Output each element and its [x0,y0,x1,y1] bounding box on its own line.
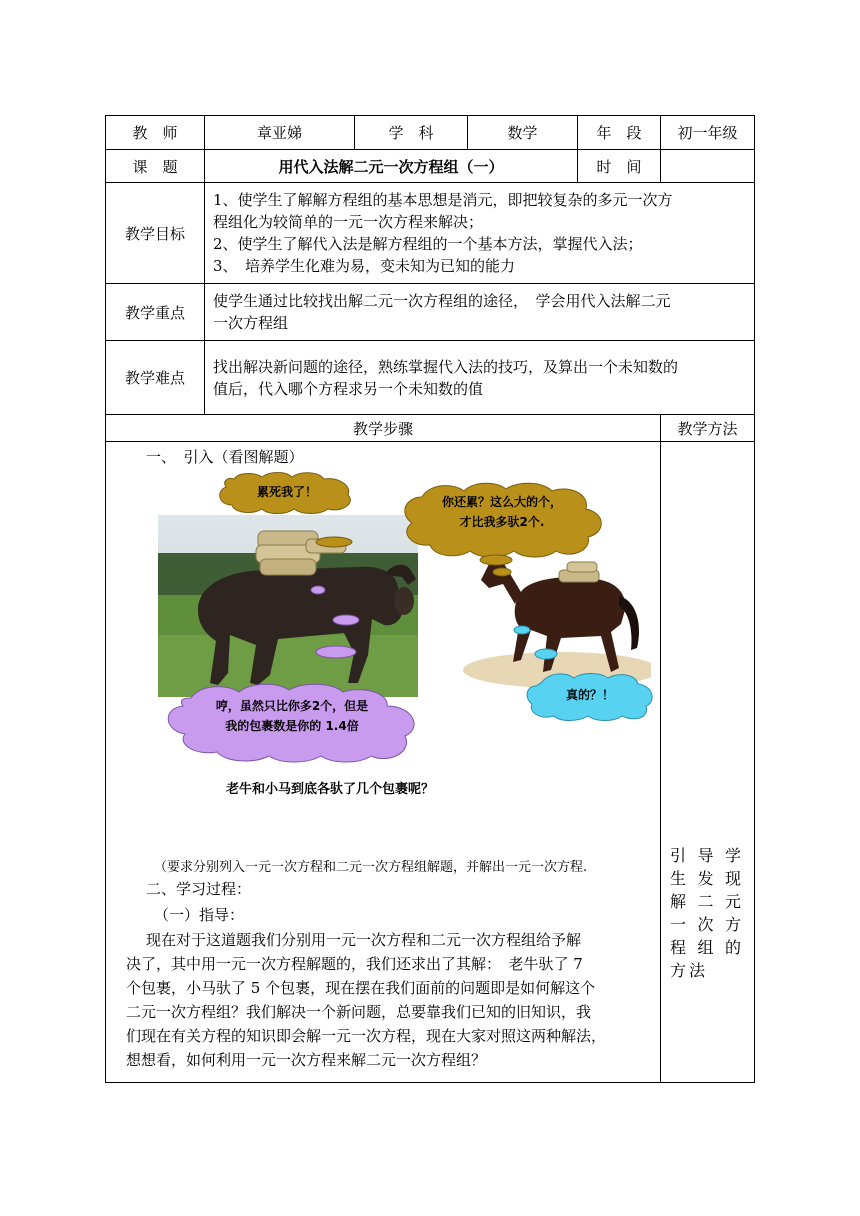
goals-label: 教学目标 [106,183,205,284]
time-value [661,150,755,183]
question-text: 老牛和小马到底各驮了几个包裹呢？ [226,782,435,797]
teacher-name: 章亚娣 [205,116,355,150]
key-points-row [106,284,755,341]
difficulties-line: 找出解决新问题的途径，熟练掌握代入法的技巧，及算出一个未知数的 [213,357,679,376]
grade-value: 初一年级 [661,116,755,150]
difficulties-label: 教学难点 [106,341,205,415]
ox-thought-dot-gold [314,535,354,549]
horse-reply-text: 真的？！ [565,688,614,702]
goals-line: 2、使学生了解代入法是解方程组的一个基本方法，掌握代入法； [213,235,643,253]
time-label: 时 间 [578,150,661,183]
method-text: 引导学生发现解二元一次方程组的方法 [670,846,744,980]
goals-line: 1、使学生了解解方程组的基本思想是消元，即把较复杂的多元一次方 [213,191,673,209]
steps-content [106,442,661,1083]
process-heading: 二、学习过程： [146,880,252,898]
topic-value: 用代入法解二元一次方程组（一） [205,150,578,183]
subject-label: 学 科 [355,116,468,150]
ox-reply-line: 我的包裹数是你的 1.4倍 [225,719,359,733]
requirement-text: （要求分别列入一元一次方程和二元一次方程组解题，并解出一元一次方程. [154,860,588,875]
horse-says-line: 才比我多驮2个. [459,515,545,529]
difficulties-content [205,341,755,415]
guide-paragraph [126,928,656,1072]
key-points-line: 使学生通过比较找出解二元一次方程组的途径， 学会用代入法解二元 [213,292,671,310]
ox-reply-line: 哼，虽然只比你多2个，但是 [215,699,369,713]
intro-heading: 一、 引入（看图解题） [146,448,304,466]
steps-header: 教学步骤 [106,415,661,442]
steps-header-row [106,415,755,442]
topic-label: 课 题 [106,150,205,183]
ox-with-packages-image [158,515,418,697]
grade-label: 年 段 [578,116,661,150]
ox-reply-text [161,696,423,736]
topic-row [106,150,755,183]
horse-reply-thought-dots [508,622,568,662]
ox-reply-thought-dots [306,582,366,662]
key-points-label: 教学重点 [106,284,205,341]
goals-line: 程组化为较简单的一元一次方程来解决； [213,213,484,231]
guide-line: 们现在有关方程的知识即会解一元一次方程，现在大家对照这两种解法， [126,1027,607,1045]
guide-line: 个包裹，小马驮了 5 个包裹，现在摆在我们面前的问题即是如何解这个 [126,979,596,997]
difficulties-row [106,341,755,415]
goals-line: 3、 培养学生化难为易，变未知为已知的能力 [213,257,516,275]
lesson-plan-table [105,115,755,1083]
teacher-label: 教 师 [106,116,205,150]
guide-line: 二元一次方程组？我们解决一个新问题，总要靠我们已知的旧知识，我 [126,1003,592,1021]
subject-value: 数学 [468,116,578,150]
horse-thought-dots [474,554,524,580]
method-content [661,442,755,1083]
method-header: 教学方法 [661,415,755,442]
horse-says-line: 你还累？这么大的个， [441,495,562,509]
guide-line: 想想看，如何利用一元一次方程来解二元一次方程组？ [126,1051,487,1069]
key-points-line: 一次方程组 [213,314,289,332]
ox-tired-text: 累死我了！ [256,485,317,499]
guide-heading: （一）指导： [154,906,245,924]
guide-line: 现在对于这道题我们分别用一元一次方程和二元一次方程组给予解 [146,931,582,949]
header-row [106,116,755,150]
goals-content [205,183,755,284]
steps-row [106,442,755,1083]
guide-line: 决了，其中用一元一次方程解题的，我们还求出了其解： 老牛驮了 7 [126,955,583,973]
goals-row [106,183,755,284]
horse-says-text [396,492,608,532]
key-points-content [205,284,755,341]
difficulties-line: 值后，代入哪个方程求另一个未知数的值 [213,379,484,398]
